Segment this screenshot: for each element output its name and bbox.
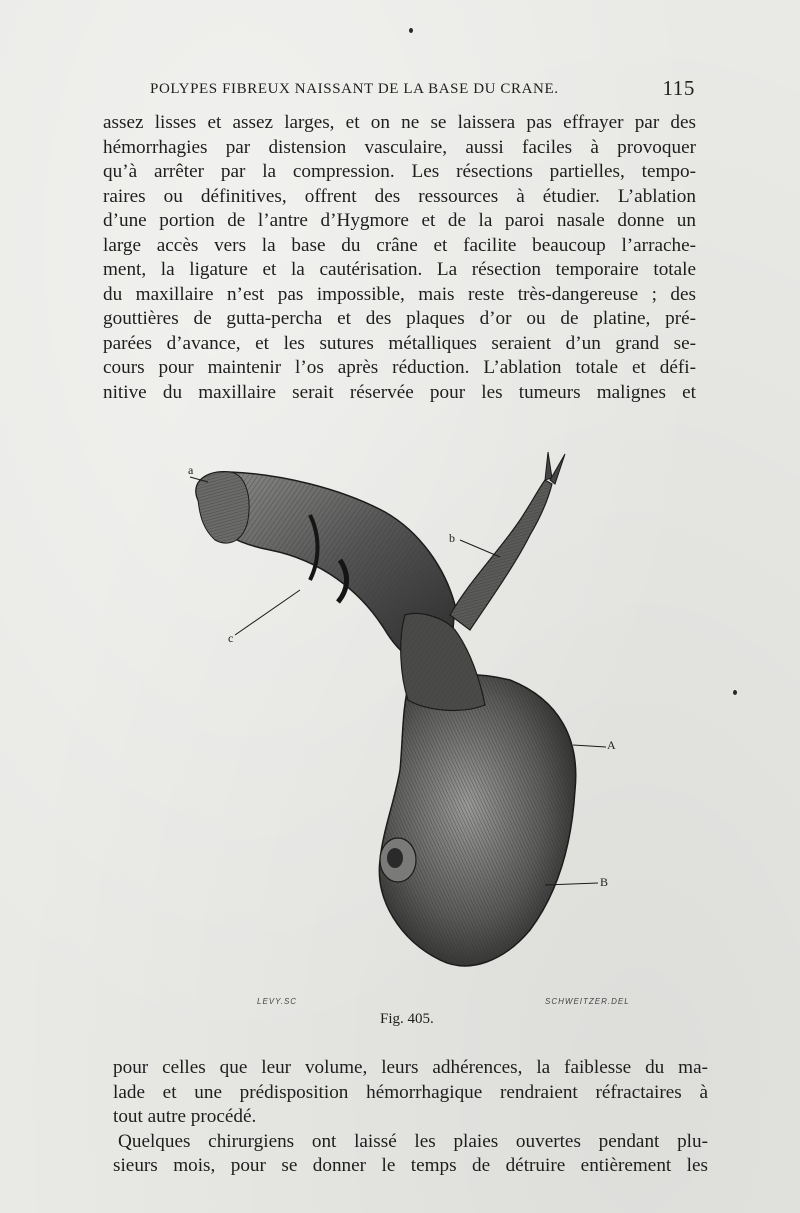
- text-line: tout autre procédé.: [113, 1106, 257, 1127]
- text-line: raires ou définitives, offrent des ressources à étudier. L’ablation: [103, 185, 696, 207]
- text-line: nitive du maxillaire serait réservée pour les tumeurs malignes et: [103, 381, 696, 403]
- text-line: large accès vers la base du crâne et facilite beaucoup l’arrache-: [103, 234, 696, 256]
- text-line: Quelques chirurgiens ont laissé les plaies ouvertes pendant plu-: [118, 1130, 708, 1152]
- ink-speck: [409, 28, 413, 33]
- text-line: parées d’avance, et les sutures métalliques seraient d’un grand se-: [103, 332, 696, 354]
- text-line: assez lisses et assez larges, et on ne se laissera pas effrayer par des: [103, 112, 696, 133]
- paragraph-top: [103, 111, 696, 405]
- text-line: gouttières de gutta-percha et des plaques d’or ou de platine, pré-: [103, 308, 696, 329]
- text-line: qu’à arrêter par la compression. Les résections partielles, tempo-: [103, 161, 696, 182]
- paragraph-bottom: [113, 1056, 708, 1179]
- ink-speck: [733, 690, 737, 695]
- text-line: pour celles que leur volume, leurs adhérences, la faiblesse du ma-: [113, 1057, 708, 1078]
- figure-label-a: a: [188, 463, 194, 477]
- page-number: 115: [662, 76, 695, 100]
- engraver-signature: LEVY.SC: [257, 997, 298, 1006]
- running-title: POLYPES FIBREUX NAISSANT DE LA BASE DU CRANE.: [150, 81, 559, 97]
- figure-label-upper-b: B: [600, 875, 609, 889]
- text-line: du maxillaire n’est pas impossible, mais reste très-dangereuse ; des: [103, 283, 696, 305]
- figure-label-c: c: [228, 631, 234, 645]
- figure-caption: Fig. 405.: [380, 1011, 434, 1027]
- text-line: d’une portion de l’antre d’Hygmore et de la paroi nasale donne un: [103, 210, 696, 231]
- text-line: lade et une prédisposition hémorrhagique rendraient réfractaires à: [113, 1081, 708, 1103]
- text-line: cours pour maintenir l’os après réduction. L’ablation totale et défi-: [103, 357, 696, 378]
- text-line: hémorrhagies par distension vasculaire, aussi faciles à provoquer: [103, 136, 696, 158]
- text-line: sieurs mois, pour se donner le temps de détruire entièrement les: [113, 1155, 708, 1176]
- figure-label-b: b: [449, 531, 455, 545]
- text-line: ment, la ligature et la cautérisation. La résection temporaire totale: [103, 259, 696, 280]
- anatomical-engraving: [170, 440, 630, 1000]
- draughtsman-signature: SCHWEITZER.DEL: [545, 997, 630, 1006]
- polyp-illustration: [170, 440, 630, 1000]
- running-head: [150, 78, 695, 104]
- figure-label-upper-a: A: [607, 738, 616, 752]
